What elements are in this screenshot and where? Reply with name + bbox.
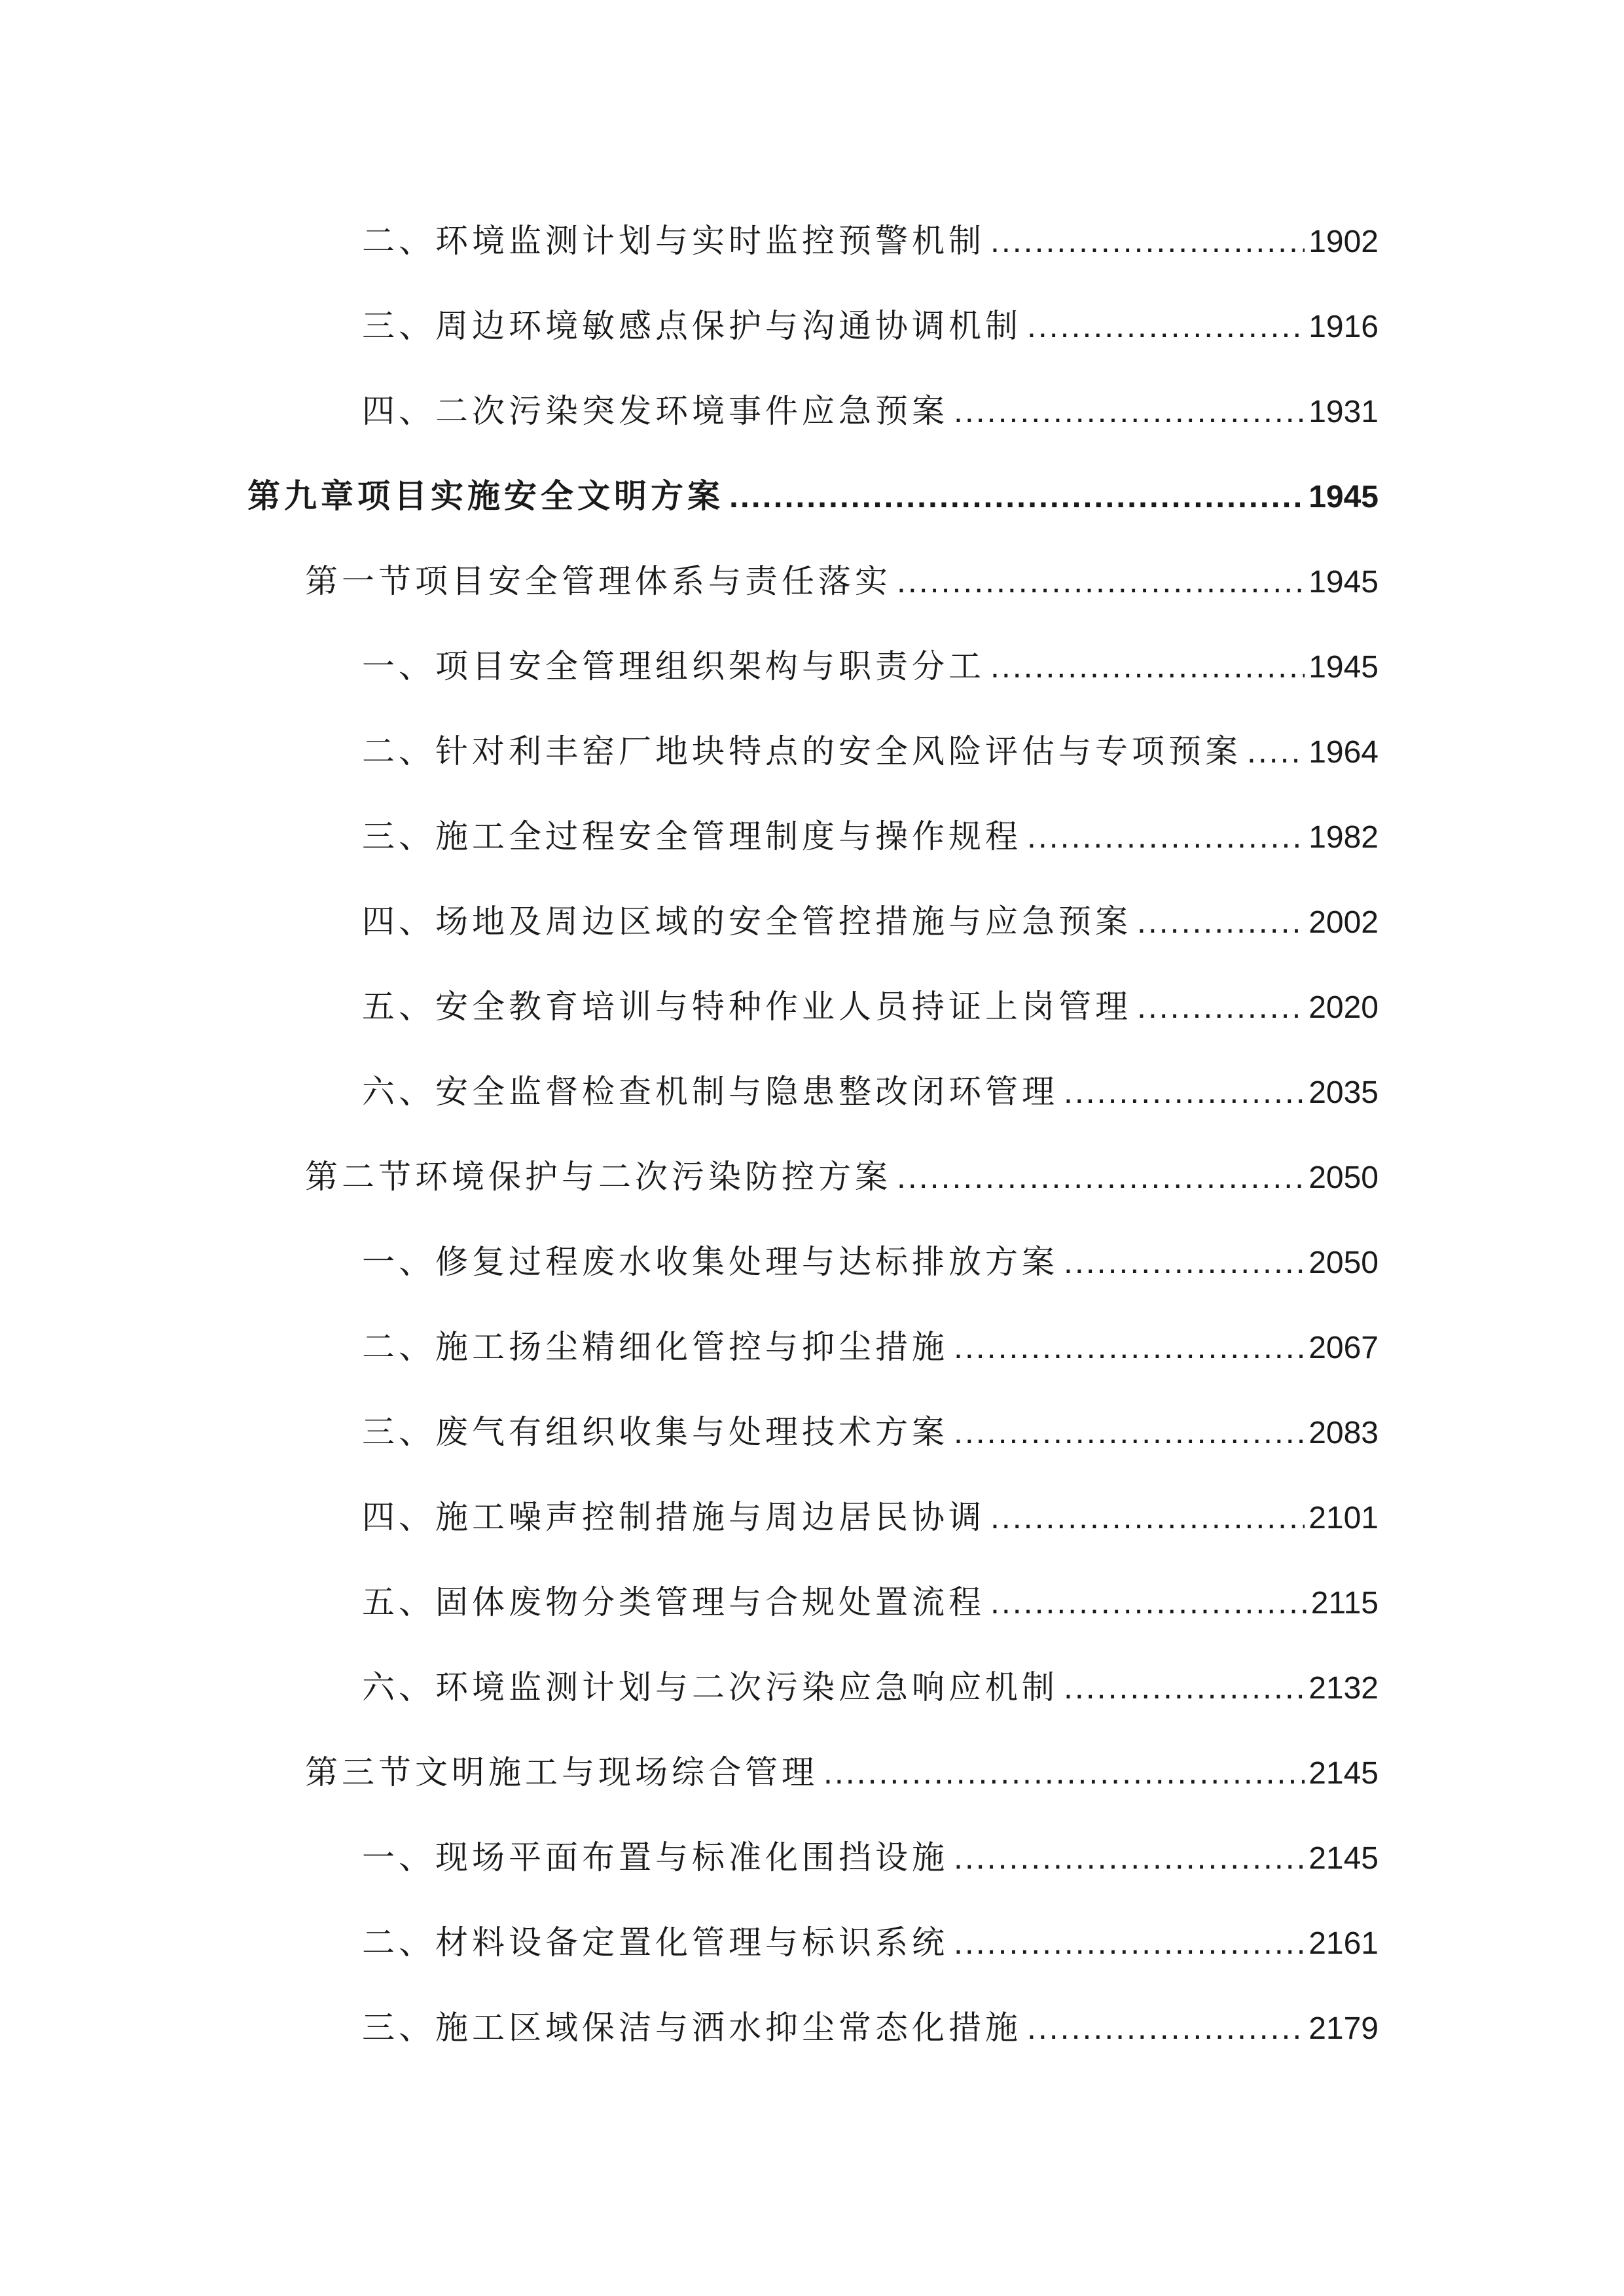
toc-entry-page: 1916 — [1308, 310, 1379, 344]
toc-dot-leader — [990, 215, 1305, 267]
toc-entry-title: 四、施工噪声控制措施与周边居民协调 — [362, 1498, 985, 1536]
toc-dot-leader — [990, 640, 1305, 692]
toc-entry-title: 三、施工区域保洁与洒水抑尘常态化措施 — [362, 2009, 1022, 2047]
toc-entry-title: 五、安全教育培训与特种作业人员持证上岗管理 — [362, 988, 1132, 1026]
toc-entry-page: 2115 — [1310, 1586, 1379, 1621]
toc-entry-title: 一、现场平面布置与标准化围挡设施 — [362, 1839, 948, 1876]
toc-entry-page: 1982 — [1308, 820, 1379, 855]
toc-entry-page: 2050 — [1308, 1246, 1379, 1280]
toc-entry[interactable] — [362, 895, 1379, 948]
toc-entry[interactable] — [362, 1236, 1379, 1288]
toc-entry-page: 2067 — [1308, 1331, 1379, 1365]
toc-entry-page: 2179 — [1308, 2011, 1379, 2046]
toc-entry[interactable] — [362, 1576, 1379, 1628]
toc-entry-title: 四、二次污染突发环境事件应急预案 — [362, 392, 948, 430]
toc-dot-leader — [823, 1746, 1305, 1799]
toc-section-entry[interactable] — [305, 1151, 1379, 1203]
toc-dot-leader — [1064, 1236, 1305, 1288]
toc-dot-leader — [954, 1831, 1305, 1884]
toc-entry[interactable] — [362, 1491, 1379, 1543]
toc-entry-page: 2035 — [1308, 1075, 1379, 1110]
toc-dot-leader — [954, 1916, 1305, 1969]
toc-entry-title: 二、施工扬尘精细化管控与抑尘措施 — [362, 1328, 948, 1366]
toc-entry[interactable] — [362, 1831, 1379, 1884]
toc-entry-title: 三、废气有组织收集与处理技术方案 — [362, 1413, 948, 1451]
toc-dot-leader — [897, 1151, 1305, 1203]
toc-entry-page: 1964 — [1308, 735, 1379, 770]
toc-section-page: 1945 — [1308, 565, 1379, 600]
toc-entry-title: 一、修复过程废水收集处理与达标排放方案 — [362, 1243, 1058, 1281]
toc-entry[interactable] — [362, 1321, 1379, 1373]
toc-section-title: 第一节项目安全管理体系与责任落实 — [305, 562, 892, 600]
toc-entry-title: 一、项目安全管理组织架构与职责分工 — [362, 647, 985, 685]
toc-entry[interactable] — [362, 2001, 1379, 2054]
toc-dot-leader — [1064, 1066, 1305, 1118]
toc-entry-title: 四、场地及周边区域的安全管控措施与应急预案 — [362, 903, 1132, 941]
toc-chapter-entry[interactable] — [247, 470, 1379, 522]
toc-entry-title: 三、周边环境敏感点保护与沟通协调机制 — [362, 307, 1022, 345]
toc-section-title: 第二节环境保护与二次污染防控方案 — [305, 1158, 892, 1196]
toc-dot-leader — [1027, 810, 1305, 863]
toc-dot-leader — [1064, 1661, 1305, 1713]
toc-dot-leader — [897, 555, 1305, 607]
toc-entry-title: 六、安全监督检查机制与隐患整改闭环管理 — [362, 1073, 1058, 1111]
toc-entry-page: 1931 — [1308, 395, 1379, 429]
toc-entry[interactable] — [362, 725, 1379, 778]
toc-dot-leader — [954, 1406, 1305, 1458]
toc-dot-leader — [954, 1321, 1305, 1373]
toc-entry[interactable] — [362, 385, 1379, 437]
toc-dot-leader — [1027, 2001, 1305, 2054]
toc-dot-leader — [990, 1576, 1307, 1628]
toc-section-page: 2145 — [1308, 1756, 1379, 1791]
toc-dot-leader — [729, 470, 1305, 522]
toc-entry-page: 2002 — [1308, 905, 1379, 940]
toc-section-title: 第三节文明施工与现场综合管理 — [305, 1753, 818, 1791]
toc-entry-title: 六、环境监测计划与二次污染应急响应机制 — [362, 1668, 1058, 1706]
toc-entry-page: 2101 — [1308, 1501, 1379, 1535]
toc-entry[interactable] — [362, 1916, 1379, 1969]
toc-entry-title: 二、环境监测计划与实时监控预警机制 — [362, 222, 985, 260]
toc-entry[interactable] — [362, 1066, 1379, 1118]
toc-dot-leader — [1247, 725, 1305, 778]
toc-entry-title: 二、材料设备定置化管理与标识系统 — [362, 1924, 948, 1962]
toc-entry-title: 三、施工全过程安全管理制度与操作规程 — [362, 817, 1022, 855]
toc-entry-title: 五、固体废物分类管理与合规处置流程 — [362, 1583, 985, 1621]
toc-entry-page: 1945 — [1308, 650, 1379, 685]
toc-dot-leader — [1137, 895, 1305, 948]
toc-entry[interactable] — [362, 1406, 1379, 1458]
toc-chapter-page: 1945 — [1308, 480, 1379, 514]
toc-entry-page: 2020 — [1308, 990, 1379, 1025]
toc-entry-page: 2083 — [1308, 1416, 1379, 1450]
toc-entry[interactable] — [362, 810, 1379, 863]
toc-entry-page: 1902 — [1308, 224, 1379, 259]
toc-entry[interactable] — [362, 215, 1379, 267]
toc-entry-page: 2161 — [1308, 1926, 1379, 1961]
toc-entry[interactable] — [362, 980, 1379, 1033]
toc-entry[interactable] — [362, 640, 1379, 692]
toc-dot-leader — [990, 1491, 1305, 1543]
toc-dot-leader — [954, 385, 1305, 437]
toc-entry[interactable] — [362, 1661, 1379, 1713]
toc-entry-page: 2132 — [1308, 1671, 1379, 1706]
toc-dot-leader — [1027, 300, 1305, 352]
toc-section-entry[interactable] — [305, 1746, 1379, 1799]
toc-section-entry[interactable] — [305, 555, 1379, 607]
toc-dot-leader — [1137, 980, 1305, 1033]
toc-entry-page: 2145 — [1308, 1841, 1379, 1876]
toc-entry-title: 二、针对利丰窑厂地块特点的安全风险评估与专项预案 — [362, 732, 1242, 770]
toc-entry[interactable] — [362, 300, 1379, 352]
toc-chapter-title: 第九章项目实施安全文明方案 — [247, 477, 724, 515]
toc-section-page: 2050 — [1308, 1160, 1379, 1195]
